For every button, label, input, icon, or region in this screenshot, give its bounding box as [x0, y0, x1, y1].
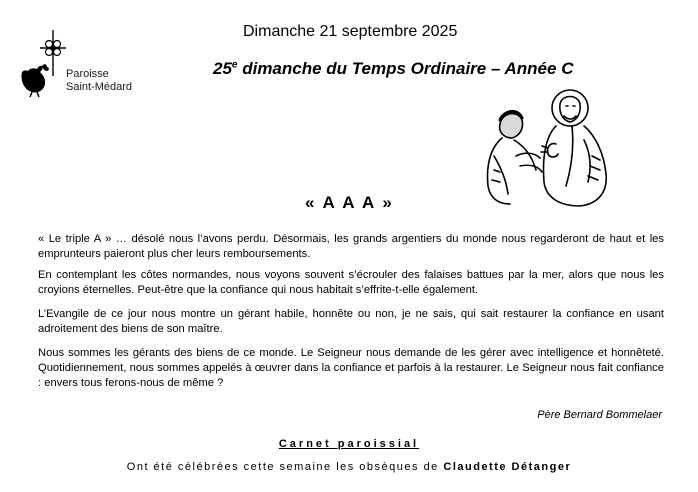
subtitle-text: dimanche du Temps Ordinaire – Année C	[237, 59, 574, 78]
carnet-title: Carnet paroissial	[278, 438, 420, 450]
article-paragraph: « Le triple A » … désolé nous l’avons perdu. Désormais, les grands argentiers du monde nous regarderont de haut et les emprunteurs paieront plus cher leurs remboursements.	[38, 233, 664, 260]
carnet-text	[0, 461, 698, 473]
liturgical-subtitle	[213, 59, 573, 79]
article-paragraph: L’Evangile de ce jour nous montre un gérant habile, honnête ou non, je ne sais, qui sait restaurer la confiance en usant adroitement des biens de son maître.	[38, 308, 664, 335]
article-paragraph: En contemplant les côtes normandes, nous voyons souvent s’écrouler des falaises battues par la mer, alors que nous les croyions éternelles. Peut-être que la confiance qui nous habitait s’effrite-t-elle également.	[38, 269, 664, 296]
subtitle-ordinal: e	[231, 59, 238, 71]
article-title: « A A A »	[305, 193, 394, 212]
subtitle-number: 25	[213, 59, 232, 78]
gospel-illustration	[480, 86, 620, 208]
article-signature: Père Bernard Bommelaer	[537, 409, 662, 421]
page-date: Dimanche 21 septembre 2025	[243, 23, 458, 40]
parish-name-line2: Saint-Médard	[66, 81, 133, 93]
parish-name-line1: Paroisse	[66, 68, 109, 80]
parish-name	[66, 68, 132, 94]
carnet-name: Claudette Détanger	[443, 461, 572, 473]
carnet-text-prefix: Ont été célébrées cette semaine les obsèques de	[126, 461, 444, 473]
article-paragraph: Nous sommes les gérants des biens de ce monde. Le Seigneur nous demande de les gérer avec intelligence et honnêteté. Quotidiennement, nous sommes appelés à œuvrer dans la confiance et parfois à la restaurer. Le Seigneur nous fait confiance : envers tous ferons-nous de même ?	[38, 347, 664, 389]
